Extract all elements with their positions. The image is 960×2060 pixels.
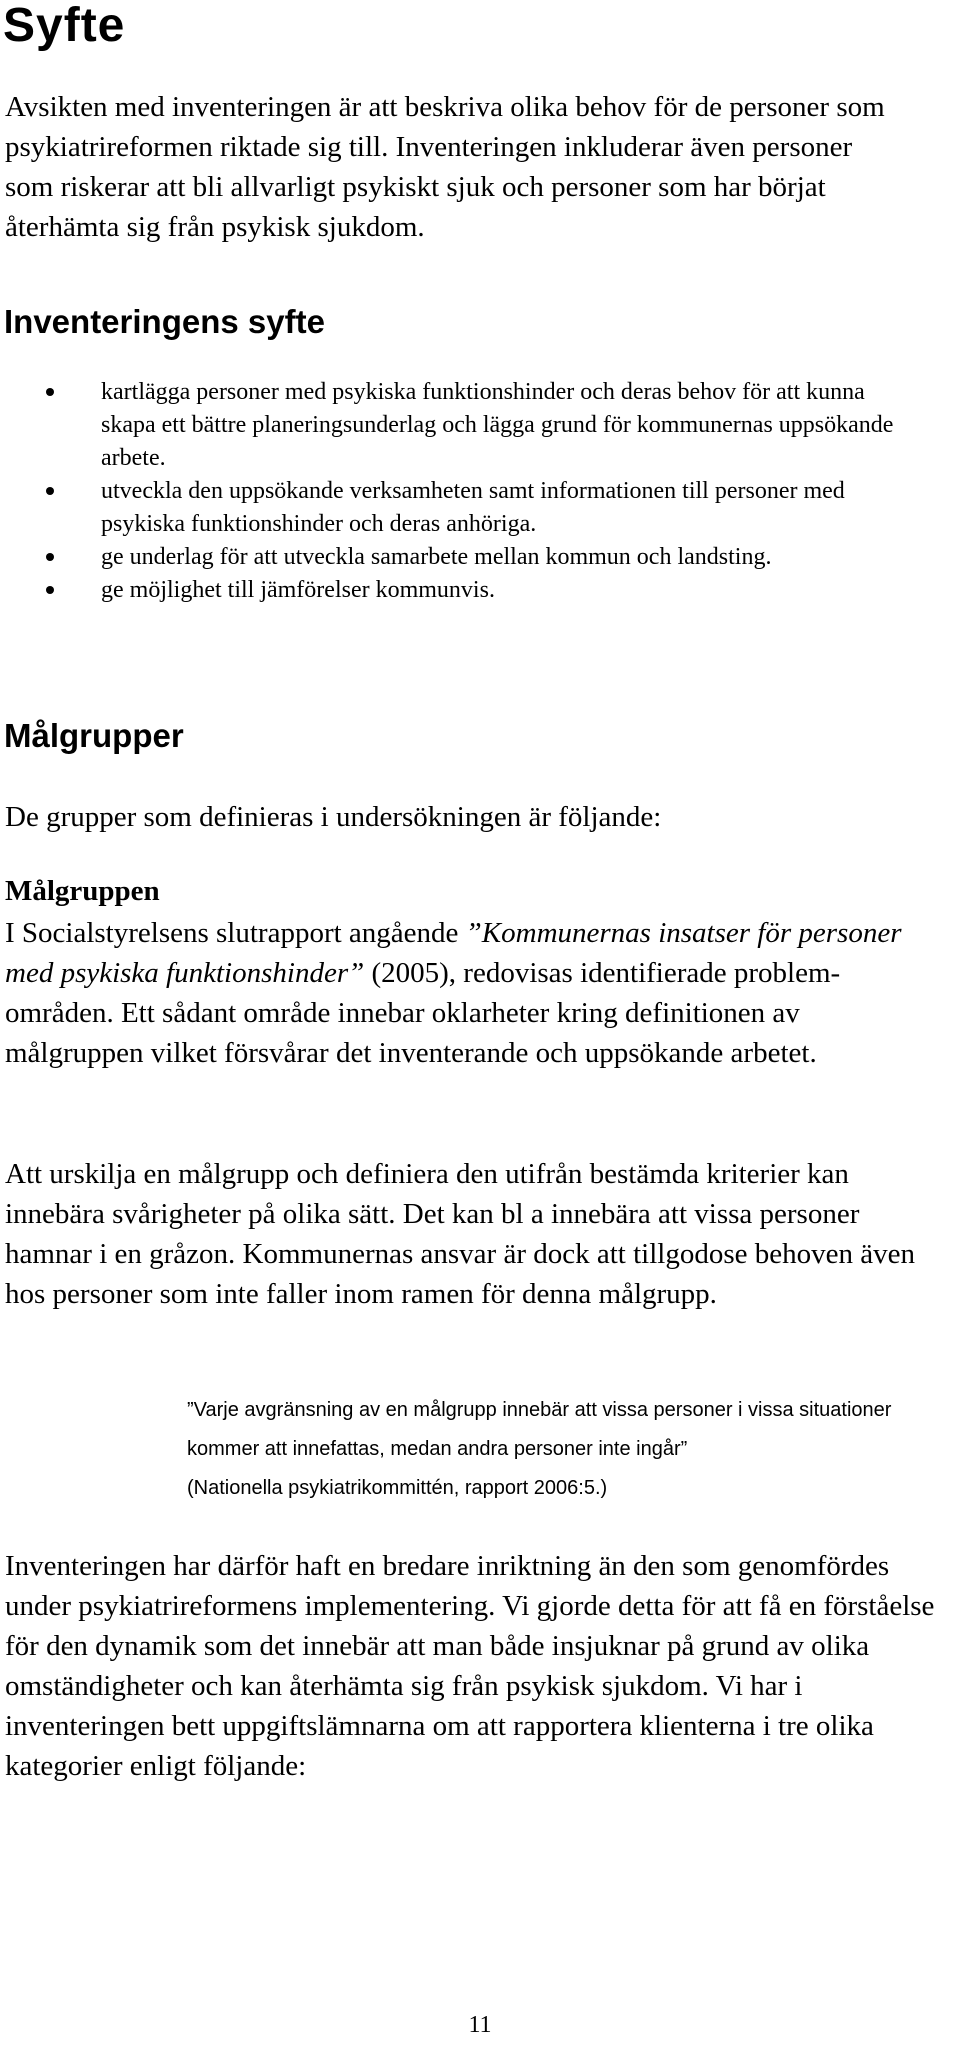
malgruppen-text-end: (2005), redovisas identifierade problem- områden. Ett sådant område innebar oklarheter kring definitionen av målgruppen vilket försvårar det inventerande och uppsökande arbetet.: [5, 957, 841, 1069]
syfte-bullet-list: [0, 376, 960, 607]
list-item: [0, 475, 921, 541]
bullet-icon: [46, 586, 54, 594]
list-item: [0, 376, 921, 475]
bullet-text: kartlägga personer med psykiska funktionshinder och deras behov för att kunna skapa ett bättre planeringsunderlag och lägga grund för kommunernas uppsökande arbete.: [101, 379, 894, 471]
malgrupper-heading: Målgrupper: [4, 717, 184, 754]
bullet-text: ge möjlighet till jämförelser kommunvis.: [101, 577, 495, 603]
block-quote: [187, 1391, 947, 1508]
quote-source: (Nationella psykiatrikommittén, rapport 2006:5.): [187, 1477, 608, 1499]
page-number: 11: [468, 2012, 492, 2038]
list-item: [0, 541, 921, 574]
malgruppen-text-start: I Socialstyrelsens slutrapport angående: [5, 917, 466, 949]
report-title: ”Kommunernas insatser för personer med psykiska funktionshinder”: [5, 917, 902, 989]
list-item: [0, 574, 921, 607]
intro-paragraph: Avsikten med inventeringen är att beskriva olika behov för de personer som psykiatrireformen riktade sig till. Inventeringen inkluderar även personer som riskerar att bli allvarligt psykiskt sjuk och personer som har börjat återhämta sig från psykisk sjukdom.: [5, 91, 885, 243]
quote-text: ”Varje avgränsning av en målgrupp innebär att vissa personer i vissa situationer kommer att innefattas, medan andra personer inte ingår”: [187, 1399, 892, 1460]
bullet-icon: [46, 487, 54, 495]
page-title: Syfte: [3, 0, 126, 52]
bullet-text: utveckla den uppsökande verksamheten samt informationen till personer med psykiska funktionshinder och deras anhöriga.: [101, 478, 845, 537]
malgruppen-paragraph-2: Att urskilja en målgrupp och definiera den utifrån bestämda kriterier kan innebära svårigheter på olika sätt. Det kan bl a innebära att vissa personer hamnar i en gråzon. Kommunernas ansvar är dock att tillgodose behoven även hos personer som inte faller inom ramen för denna målgrupp.: [5, 1158, 915, 1310]
bullet-text: ge underlag för att utveckla samarbete mellan kommun och landsting.: [101, 544, 772, 570]
bullet-icon: [46, 553, 54, 561]
syfte-heading: Inventeringens syfte: [4, 303, 325, 340]
malgruppen-heading: Målgruppen: [5, 875, 160, 907]
bullet-icon: [46, 388, 54, 396]
malgrupper-intro: De grupper som definieras i undersökningen är följande:: [5, 801, 662, 833]
final-paragraph: Inventeringen har därför haft en bredare inriktning än den som genomfördes under psykiatrireformens implementering. Vi gjorde detta för att få en förståelse för den dynamik som det innebär att man både insjuknar på grund av olika omständigheter och kan återhämta sig från psykisk sjukdom. Vi har i inventeringen bett uppgiftslämnarna om att rapportera klienterna i tre olika kategorier enligt följande:: [5, 1550, 935, 1782]
malgruppen-paragraph-1: [5, 913, 940, 1073]
